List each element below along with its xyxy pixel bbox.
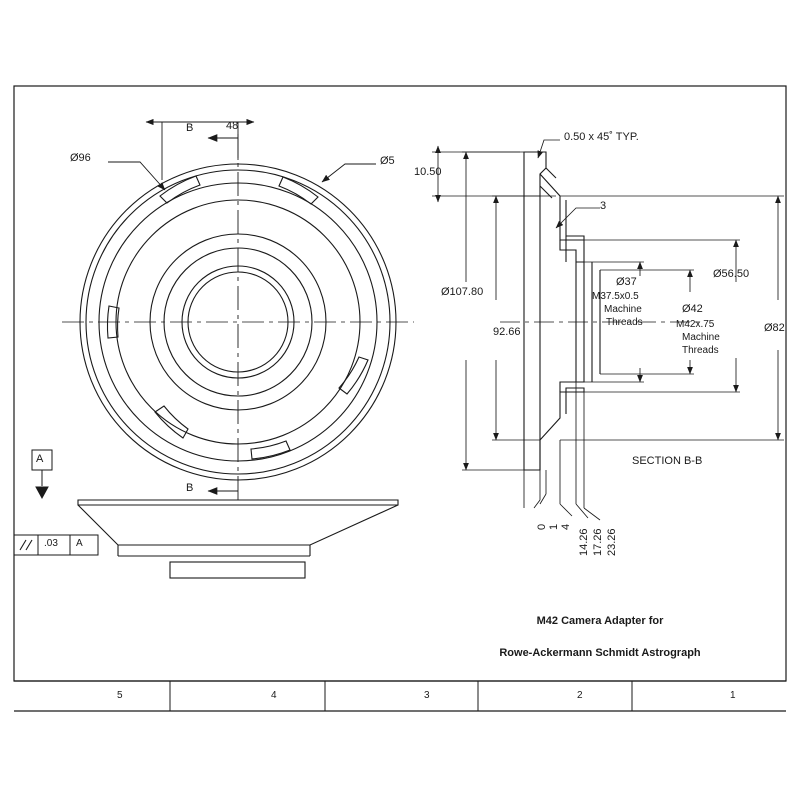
stack-1-label: 1 (548, 523, 560, 530)
datum-a-label: A (36, 453, 44, 465)
gdt-parallelism-symbol (20, 540, 32, 550)
title-line-1: M42 Camera Adapter for (536, 614, 664, 627)
thread-42-line1: M42x.75 (676, 319, 715, 330)
section-arrows (208, 138, 238, 491)
section-label-bottom: B (186, 482, 194, 494)
leader-dia-5 (322, 164, 376, 182)
gdt-tolerance-label: .03 (44, 538, 58, 549)
dim-10-50-label: 10.50 (414, 166, 442, 178)
title-line-2: Rowe-Ackermann Schmidt Astrograph (499, 646, 701, 659)
section-label-top: B (186, 122, 194, 134)
dim-92-66-label: 92.66 (493, 326, 521, 338)
dim-48-label: 48 (226, 120, 239, 132)
stack-4-label: 4 (560, 523, 572, 530)
section-dimensions (432, 140, 784, 520)
stack-23-26-label: 23.26 (606, 528, 618, 556)
thread-42-line2: Machine (682, 332, 720, 343)
zone-number-4: 4 (271, 690, 277, 701)
dim-chamfer-label: 0.50 x 45˚ TYP. (564, 131, 639, 143)
leader-dia-96 (108, 162, 165, 190)
dim-dia-37-label: Ø37 (616, 276, 637, 288)
stack-0-label: 0 (536, 523, 548, 530)
dim-3-label: 3 (600, 200, 607, 212)
section-view-geometry (524, 152, 600, 470)
gdt-datum-label: A (76, 538, 83, 549)
thread-37-line1: M37.5x0.5 (592, 291, 639, 302)
thread-37-line3: Threads (606, 317, 643, 328)
stack-17-26-label: 17.26 (592, 528, 604, 556)
dim-dia-5-label: Ø5 (380, 155, 395, 167)
stack-14-26-label: 14.26 (578, 528, 590, 556)
thread-42-line3: Threads (682, 345, 719, 356)
zone-number-2: 2 (577, 690, 583, 701)
dim-dia-56-50-label: Ø56.50 (713, 268, 750, 280)
zone-number-5: 5 (117, 690, 123, 701)
profile-view-geometry (78, 500, 398, 578)
title-block (450, 598, 750, 678)
section-view-caption: SECTION B-B (632, 455, 703, 467)
dim-dia-42-label: Ø42 (682, 303, 703, 315)
zone-number-3: 3 (424, 690, 430, 701)
thread-37-line2: Machine (604, 304, 642, 315)
dim-dia-82-label: Ø82 (764, 322, 785, 334)
zone-number-1: 1 (730, 690, 736, 701)
dim-dia-107-80-label: Ø107.80 (441, 286, 484, 298)
dim-dia-96-label: Ø96 (70, 152, 91, 164)
datum-a-arrow (36, 470, 48, 498)
